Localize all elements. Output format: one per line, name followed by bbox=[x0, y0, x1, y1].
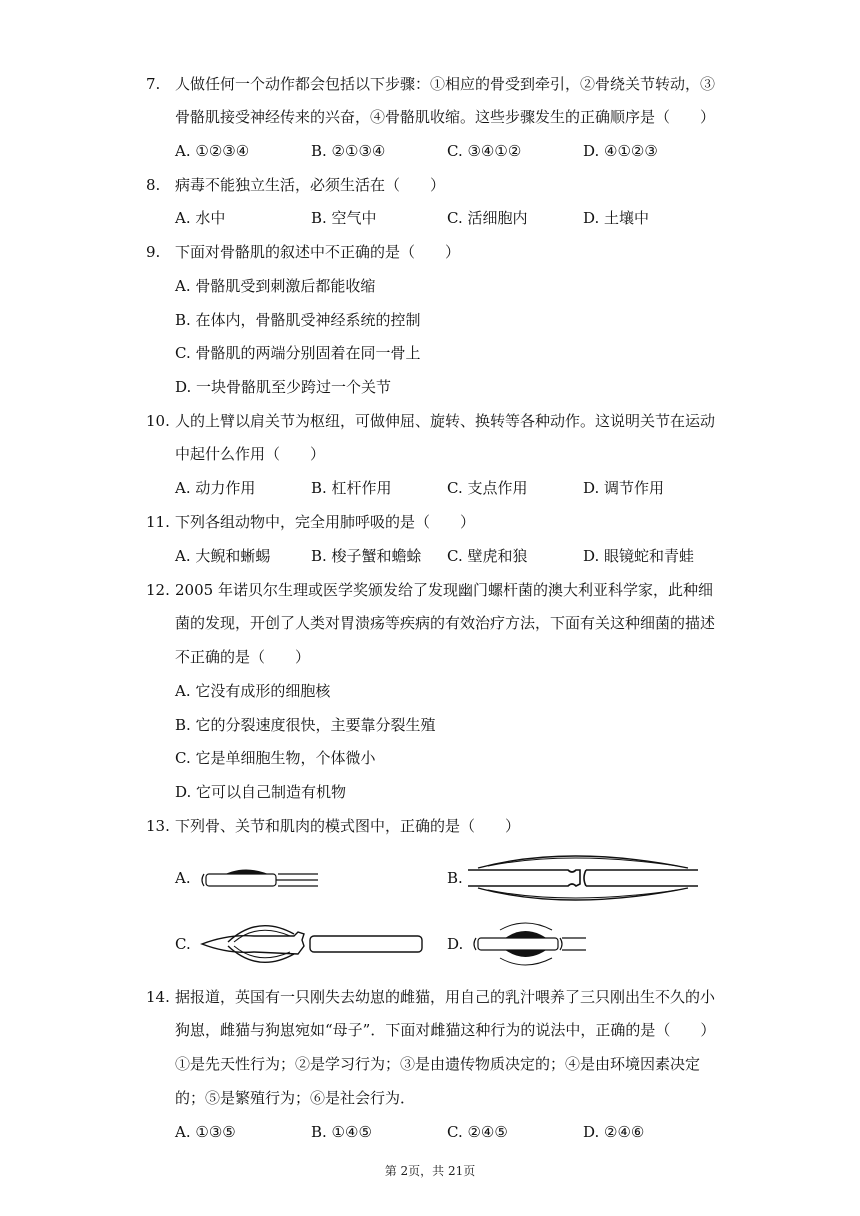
option-d: D. ④①②③ bbox=[583, 142, 658, 160]
option-b: B. 在体内，骨骼肌受神经系统的控制 bbox=[175, 311, 421, 329]
option-a-label: A. bbox=[175, 869, 191, 887]
option-c: C. 活细胞内 bbox=[447, 209, 528, 227]
question-text: 中起什么作用（ ） bbox=[175, 445, 326, 463]
question-text: 狗崽，雌猫与狗崽宛如“母子”．下面对雌猫这种行为的说法中，正确的是（ ） bbox=[175, 1021, 716, 1039]
option-a: A. 大鲵和蜥蜴 bbox=[175, 547, 271, 565]
question-number: 7. bbox=[146, 75, 161, 93]
question-number: 11. bbox=[146, 513, 170, 531]
option-d-label: D. bbox=[447, 935, 464, 953]
question-number: 13. bbox=[146, 817, 170, 835]
question-text: 人的上臂以肩关节为枢纽，可做伸屈、旋转、换转等各种动作。这说明关节在运动 bbox=[175, 412, 716, 430]
question-text: 据报道，英国有一只刚失去幼崽的雌猫，用自己的乳汁喂养了三只刚出生不久的小 bbox=[175, 988, 716, 1006]
question-text: 病毒不能独立生活，必须生活在（ ） bbox=[175, 176, 446, 194]
option-b: B. 梭子蟹和蟾蜍 bbox=[311, 547, 422, 565]
option-c: C. ③④①② bbox=[447, 142, 522, 160]
question-text: 骨骼肌接受神经传来的兴奋，④骨骼肌收缩。这些步骤发生的正确顺序是（ ） bbox=[175, 108, 716, 126]
option-b-label: B. bbox=[447, 869, 463, 887]
figure-d-bone-muscle-diagram bbox=[470, 918, 588, 970]
option-a: A. 骨骼肌受到刺激后都能收缩 bbox=[175, 277, 376, 295]
option-b: B. 它的分裂速度很快，主要靠分裂生殖 bbox=[175, 716, 436, 734]
option-d: D. 调节作用 bbox=[583, 479, 665, 497]
option-d: D. ②④⑥ bbox=[583, 1123, 645, 1141]
option-a: A. ①③⑤ bbox=[175, 1123, 236, 1141]
option-c: C. 壁虎和狼 bbox=[447, 547, 528, 565]
figure-a-bone-muscle-diagram bbox=[198, 864, 320, 894]
option-c: C. 支点作用 bbox=[447, 479, 528, 497]
question-number: 12. bbox=[146, 581, 170, 599]
option-a: A. 它没有成形的细胞核 bbox=[175, 682, 331, 700]
option-b: B. 空气中 bbox=[311, 209, 377, 227]
page-footer: 第 2页，共 21页 bbox=[384, 1164, 476, 1178]
question-text: 2005 年诺贝尔生理或医学奖颁发给了发现幽门螺杆菌的澳大利亚科学家，此种细 bbox=[175, 581, 713, 599]
option-b: B. ②①③④ bbox=[311, 142, 386, 160]
option-d: D. 它可以自己制造有机物 bbox=[175, 783, 347, 801]
question-text: 下面对骨骼肌的叙述中不正确的是（ ） bbox=[175, 243, 461, 261]
question-number: 9. bbox=[146, 243, 161, 261]
option-c-label: C. bbox=[175, 935, 191, 953]
figure-c-bone-muscle-diagram bbox=[198, 916, 424, 972]
question-text: 的；⑤是繁殖行为；⑥是社会行为． bbox=[175, 1089, 416, 1107]
option-a: A. ①②③④ bbox=[175, 142, 250, 160]
option-c: C. 骨骼肌的两端分别固着在同一骨上 bbox=[175, 344, 421, 362]
option-c: C. ②④⑤ bbox=[447, 1123, 508, 1141]
question-text: 不正确的是（ ） bbox=[175, 648, 311, 666]
question-number: 8. bbox=[146, 176, 161, 194]
option-a: A. 水中 bbox=[175, 209, 226, 227]
option-b: B. 杠杆作用 bbox=[311, 479, 392, 497]
question-text: 菌的发现，开创了人类对胃溃疡等疾病的有效治疗方法，下面有关这种细菌的描述 bbox=[175, 614, 716, 632]
option-d: D. 土壤中 bbox=[583, 209, 650, 227]
figure-b-bone-muscle-diagram bbox=[468, 848, 700, 908]
question-text: 人做任何一个动作都会包括以下步骤：①相应的骨受到牵引，②骨绕关节转动，③ bbox=[175, 75, 716, 93]
option-a: A. 动力作用 bbox=[175, 479, 256, 497]
question-number: 10. bbox=[146, 412, 170, 430]
question-text: ①是先天性行为；②是学习行为；③是由遗传物质决定的；④是由环境因素决定 bbox=[175, 1055, 701, 1073]
question-text: 下列骨、关节和肌肉的模式图中，正确的是（ ） bbox=[175, 817, 521, 835]
question-number: 14. bbox=[146, 988, 170, 1006]
option-d: D. 一块骨骼肌至少跨过一个关节 bbox=[175, 378, 392, 396]
question-text: 下列各组动物中，完全用肺呼吸的是（ ） bbox=[175, 513, 476, 531]
option-b: B. ①④⑤ bbox=[311, 1123, 372, 1141]
option-c: C. 它是单细胞生物，个体微小 bbox=[175, 749, 376, 767]
option-d: D. 眼镜蛇和青蛙 bbox=[583, 547, 695, 565]
